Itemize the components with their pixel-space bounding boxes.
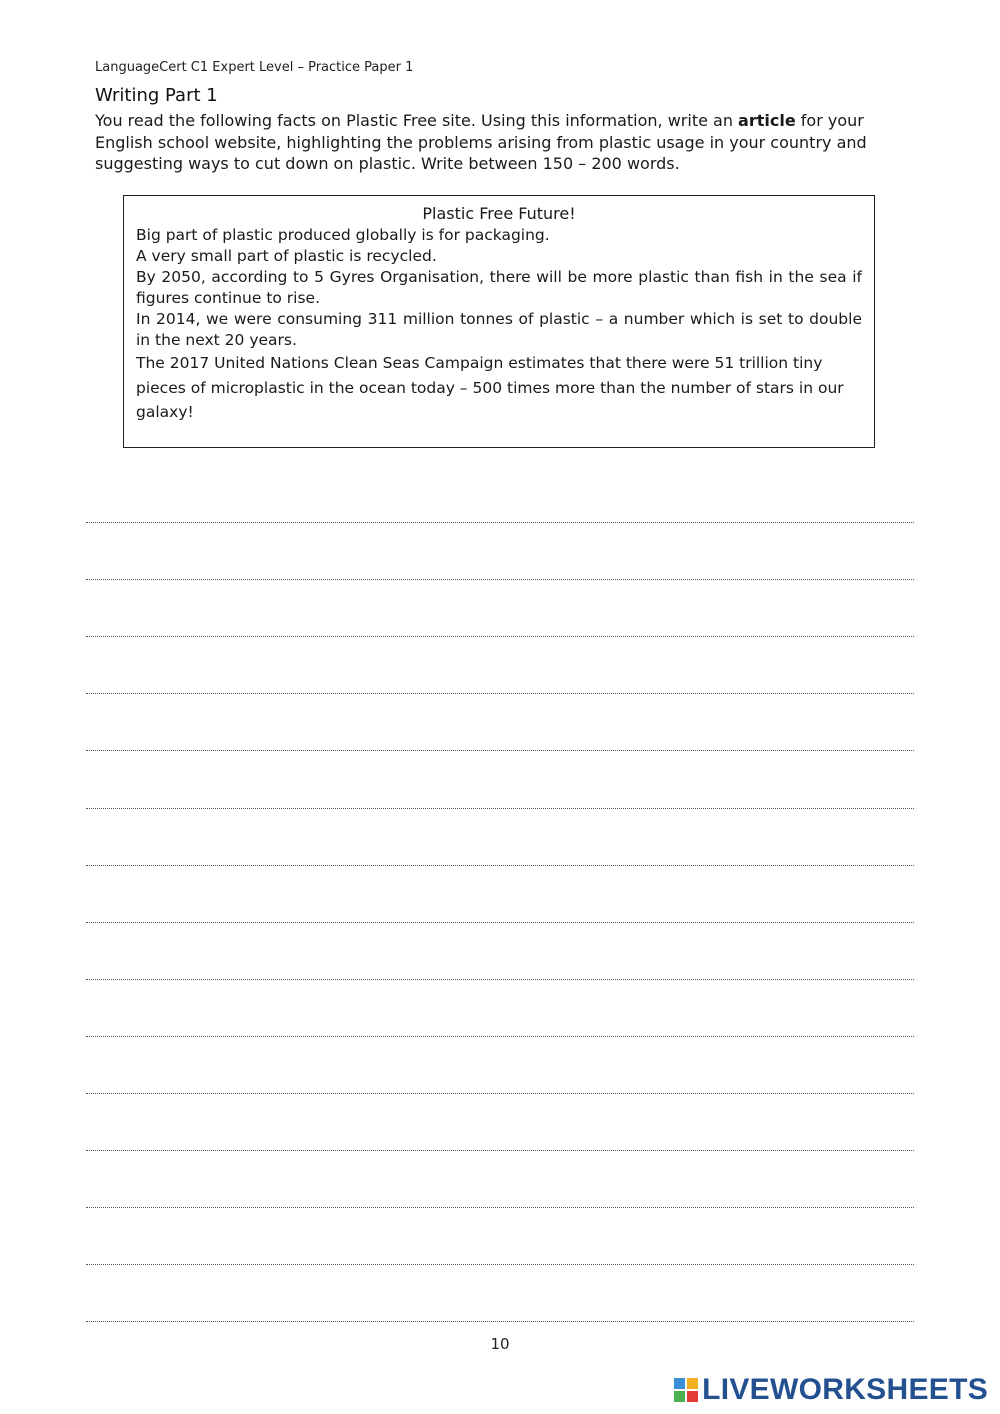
liveworksheets-brand [674, 1373, 988, 1407]
answer-line[interactable] [86, 1207, 914, 1208]
fact-item: The 2017 United Nations Clean Seas Campaign estimates that there were 51 trillion tiny pieces of microplastic in the ocean today – 500 times more than the number of stars in our galaxy! [136, 354, 844, 421]
answer-line[interactable] [86, 1093, 914, 1094]
answer-line[interactable] [86, 1150, 914, 1151]
answer-line[interactable] [86, 922, 914, 923]
logo-square [674, 1391, 685, 1402]
fact-item: A very small part of plastic is recycled. [136, 247, 437, 265]
answer-line[interactable] [86, 865, 914, 866]
answer-line[interactable] [86, 750, 914, 751]
logo-square [687, 1391, 698, 1402]
facts-box-title: Plastic Free Future! [422, 204, 576, 223]
logo-square [687, 1378, 698, 1389]
answer-line[interactable] [86, 636, 914, 637]
logo-square [674, 1378, 685, 1389]
answer-line[interactable] [86, 1264, 914, 1265]
page-number: 10 [490, 1335, 510, 1353]
section-title: Writing Part 1 [95, 85, 218, 106]
instructions-emphasis: article [738, 111, 796, 130]
answer-writing-area[interactable] [86, 0, 914, 1414]
answer-line[interactable] [86, 1036, 914, 1037]
answer-line[interactable] [86, 522, 914, 523]
fact-item: In 2014, we were consuming 311 million tonnes of plastic – a number which is set to double in the next 20 years. [136, 310, 862, 349]
liveworksheets-logo-icon [674, 1378, 698, 1402]
answer-line[interactable] [86, 979, 914, 980]
fact-item: By 2050, according to 5 Gyres Organisation, there will be more plastic than fish in the sea if figures continue to rise. [136, 268, 862, 307]
instructions-text-before: You read the following facts on Plastic Free site. Using this information, write an [95, 111, 739, 130]
liveworksheets-wordmark: LIVEWORKSHEETS [702, 1373, 988, 1406]
fact-item: Big part of plastic produced globally is for packaging. [136, 226, 550, 244]
answer-line[interactable] [86, 808, 914, 809]
answer-line[interactable] [86, 579, 914, 580]
paper-header: LanguageCert C1 Expert Level – Practice Paper 1 [95, 60, 414, 75]
answer-line[interactable] [86, 693, 914, 694]
instructions-text-after: for your English school website, highlighting the problems arising from plastic usage in your country and suggesting ways to cut down on plastic. Write between 150 – 200 words. [95, 111, 867, 173]
answer-line[interactable] [86, 1321, 914, 1322]
